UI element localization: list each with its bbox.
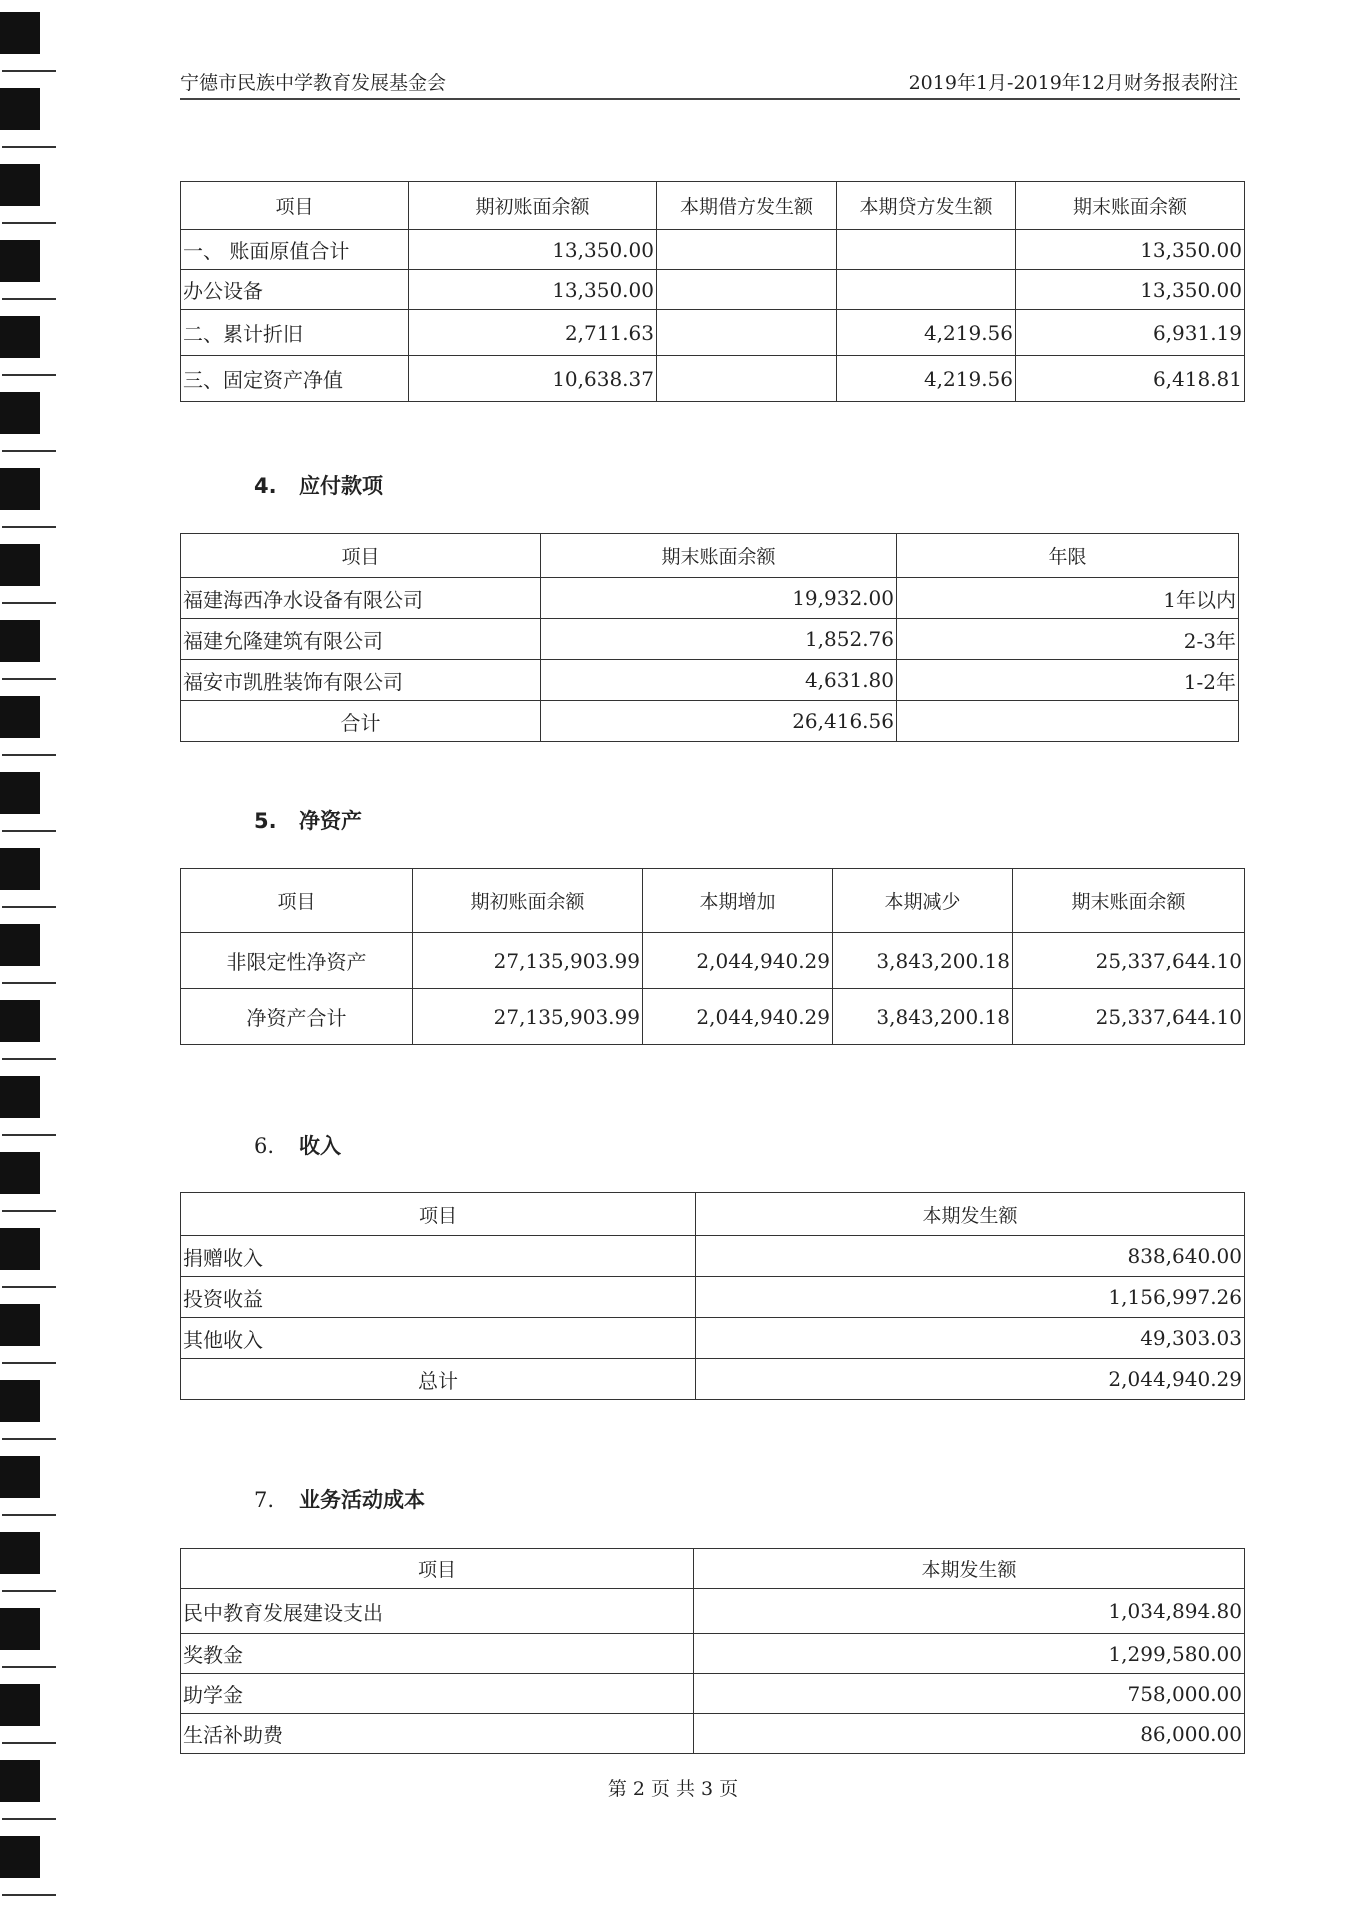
row-label: 福建允隆建筑有限公司 <box>181 619 541 660</box>
row-label: 办公设备 <box>181 270 409 310</box>
binding-hole <box>0 316 40 358</box>
table-row <box>181 1359 1245 1400</box>
table-row <box>181 660 1239 701</box>
binding-line <box>2 1742 56 1744</box>
column-header: 本期借方发生额 <box>657 182 837 230</box>
column-header: 期末账面余额 <box>541 534 897 578</box>
table-header-row <box>181 869 1245 933</box>
table-row <box>181 1236 1245 1277</box>
binding-line <box>2 982 56 984</box>
column-header: 项目 <box>181 1549 694 1589</box>
section-label: 业务活动成本 <box>299 1488 425 1512</box>
table-header-row <box>181 1549 1245 1589</box>
table-row <box>181 989 1245 1045</box>
table-row <box>181 270 1245 310</box>
cell-value: 1,156,997.26 <box>696 1277 1245 1318</box>
cell-value: 86,000.00 <box>694 1714 1245 1754</box>
column-header: 本期贷方发生额 <box>837 182 1016 230</box>
table-row <box>181 230 1245 270</box>
row-label: 二、累计折旧 <box>181 310 409 356</box>
cell-value: 26,416.56 <box>541 701 897 742</box>
binding-hole <box>0 924 40 966</box>
binding-line <box>2 374 56 376</box>
row-label: 捐赠收入 <box>181 1236 696 1277</box>
table-row <box>181 619 1239 660</box>
binding-line <box>2 754 56 756</box>
table-row <box>181 310 1245 356</box>
cell-value: 2,044,940.29 <box>643 933 833 989</box>
binding-line <box>2 1666 56 1668</box>
column-header: 本期发生额 <box>694 1549 1245 1589</box>
binding-hole <box>0 1608 40 1650</box>
cell-value: 4,219.56 <box>837 356 1016 402</box>
cell-value: 838,640.00 <box>696 1236 1245 1277</box>
binding-hole <box>0 88 40 130</box>
binding-line <box>2 678 56 680</box>
section-number: 7. <box>254 1488 275 1512</box>
binding-line <box>2 830 56 832</box>
binding-line <box>2 602 56 604</box>
cell-value: 1,299,580.00 <box>694 1634 1245 1674</box>
row-label: 助学金 <box>181 1674 694 1714</box>
page-footer: 第 2 页 共 3 页 <box>607 1778 739 1800</box>
table-header-row <box>181 534 1239 578</box>
column-header: 期初账面余额 <box>409 182 657 230</box>
binding-line <box>2 1362 56 1364</box>
cell-value: 13,350.00 <box>1016 230 1245 270</box>
binding-hole <box>0 468 40 510</box>
column-header: 期末账面余额 <box>1016 182 1245 230</box>
binding-line <box>2 298 56 300</box>
binding-line <box>2 526 56 528</box>
binding-line <box>2 906 56 908</box>
cell-value: 27,135,903.99 <box>413 933 643 989</box>
section-title-costs <box>254 1484 425 1514</box>
cell-value: 13,350.00 <box>1016 270 1245 310</box>
row-label: 生活补助费 <box>181 1714 694 1754</box>
binding-hole <box>0 848 40 890</box>
cell-value <box>657 270 837 310</box>
cell-value: 2,711.63 <box>409 310 657 356</box>
table-header-row <box>181 1193 1245 1236</box>
binding-hole <box>0 1456 40 1498</box>
cell-value: 1年以内 <box>897 578 1239 619</box>
binding-line <box>2 1286 56 1288</box>
binding-line <box>2 1210 56 1212</box>
cell-value: 4,631.80 <box>541 660 897 701</box>
cell-value: 2,044,940.29 <box>696 1359 1245 1400</box>
section-title-income <box>254 1130 341 1160</box>
row-label: 福建海西净水设备有限公司 <box>181 578 541 619</box>
table-row <box>181 1714 1245 1754</box>
table-row <box>181 578 1239 619</box>
cell-value: 25,337,644.10 <box>1013 989 1245 1045</box>
cell-value: 2,044,940.29 <box>643 989 833 1045</box>
binding-hole <box>0 620 40 662</box>
binding-line <box>2 1818 56 1820</box>
cell-value: 3,843,200.18 <box>833 933 1013 989</box>
table-row <box>181 1318 1245 1359</box>
table-row <box>181 933 1245 989</box>
binding-line <box>2 1058 56 1060</box>
column-header: 项目 <box>181 869 413 933</box>
row-label: 民中教育发展建设支出 <box>181 1589 694 1634</box>
binding-hole <box>0 164 40 206</box>
binding-line <box>2 450 56 452</box>
binding-line <box>2 1894 56 1896</box>
binding-line <box>2 1514 56 1516</box>
header-period: 2019年1月-2019年12月财务报表附注 <box>908 72 1238 94</box>
fixed-assets-table <box>180 181 1245 402</box>
table-row <box>181 701 1239 742</box>
cell-value: 27,135,903.99 <box>413 989 643 1045</box>
binding-hole <box>0 1076 40 1118</box>
section-title-payables <box>254 470 383 500</box>
row-label: 投资收益 <box>181 1277 696 1318</box>
cell-value: 13,350.00 <box>409 230 657 270</box>
binding-hole <box>0 392 40 434</box>
section-label: 收入 <box>299 1134 341 1158</box>
binding-line <box>2 222 56 224</box>
binding-hole <box>0 696 40 738</box>
cell-value: 25,337,644.10 <box>1013 933 1245 989</box>
row-label: 其他收入 <box>181 1318 696 1359</box>
column-header: 本期发生额 <box>696 1193 1245 1236</box>
cell-value: 1,034,894.80 <box>694 1589 1245 1634</box>
cell-value <box>897 701 1239 742</box>
binding-hole <box>0 12 40 54</box>
section-label: 应付款项 <box>299 474 383 498</box>
column-header: 期末账面余额 <box>1013 869 1245 933</box>
net-assets-table <box>180 868 1245 1045</box>
column-header: 项目 <box>181 534 541 578</box>
binding-strip <box>0 0 60 1920</box>
cell-value: 49,303.03 <box>696 1318 1245 1359</box>
cell-value: 1,852.76 <box>541 619 897 660</box>
binding-line <box>2 146 56 148</box>
binding-hole <box>0 240 40 282</box>
section-number: 5. <box>254 809 277 833</box>
header-org: 宁德市民族中学教育发展基金会 <box>180 72 447 94</box>
table-row <box>181 1634 1245 1674</box>
binding-hole <box>0 1228 40 1270</box>
row-label: 合计 <box>181 701 541 742</box>
binding-hole <box>0 1380 40 1422</box>
row-label: 三、固定资产净值 <box>181 356 409 402</box>
column-header: 项目 <box>181 1193 696 1236</box>
section-label: 净资产 <box>299 809 362 833</box>
row-label: 总计 <box>181 1359 696 1400</box>
binding-line <box>2 1438 56 1440</box>
costs-table <box>180 1548 1245 1754</box>
binding-hole <box>0 1000 40 1042</box>
binding-line <box>2 1590 56 1592</box>
row-label: 奖教金 <box>181 1634 694 1674</box>
column-header: 年限 <box>897 534 1239 578</box>
cell-value: 10,638.37 <box>409 356 657 402</box>
column-header: 项目 <box>181 182 409 230</box>
row-label: 一、 账面原值合计 <box>181 230 409 270</box>
cell-value: 3,843,200.18 <box>833 989 1013 1045</box>
binding-hole <box>0 1836 40 1878</box>
cell-value <box>837 270 1016 310</box>
binding-hole <box>0 1304 40 1346</box>
table-row <box>181 1277 1245 1318</box>
binding-line <box>2 1134 56 1136</box>
cell-value <box>837 230 1016 270</box>
cell-value: 2-3年 <box>897 619 1239 660</box>
cell-value: 13,350.00 <box>409 270 657 310</box>
cell-value: 19,932.00 <box>541 578 897 619</box>
page-header <box>180 68 1240 100</box>
cell-value <box>657 310 837 356</box>
table-header-row <box>181 182 1245 230</box>
row-label: 非限定性净资产 <box>181 933 413 989</box>
cell-value <box>657 230 837 270</box>
binding-hole <box>0 1152 40 1194</box>
binding-hole <box>0 1684 40 1726</box>
cell-value: 1-2年 <box>897 660 1239 701</box>
section-title-net-assets <box>254 805 362 835</box>
binding-line <box>2 70 56 72</box>
section-number: 4. <box>254 474 277 498</box>
cell-value: 758,000.00 <box>694 1674 1245 1714</box>
table-row <box>181 1589 1245 1634</box>
binding-hole <box>0 1532 40 1574</box>
payables-table <box>180 533 1239 742</box>
row-label: 净资产合计 <box>181 989 413 1045</box>
income-table <box>180 1192 1245 1400</box>
column-header: 期初账面余额 <box>413 869 643 933</box>
column-header: 本期减少 <box>833 869 1013 933</box>
cell-value: 6,418.81 <box>1016 356 1245 402</box>
cell-value: 4,219.56 <box>837 310 1016 356</box>
cell-value <box>657 356 837 402</box>
row-label: 福安市凯胜装饰有限公司 <box>181 660 541 701</box>
table-row <box>181 356 1245 402</box>
binding-hole <box>0 544 40 586</box>
section-number: 6. <box>254 1134 275 1158</box>
column-header: 本期增加 <box>643 869 833 933</box>
binding-hole <box>0 772 40 814</box>
cell-value: 6,931.19 <box>1016 310 1245 356</box>
table-row <box>181 1674 1245 1714</box>
